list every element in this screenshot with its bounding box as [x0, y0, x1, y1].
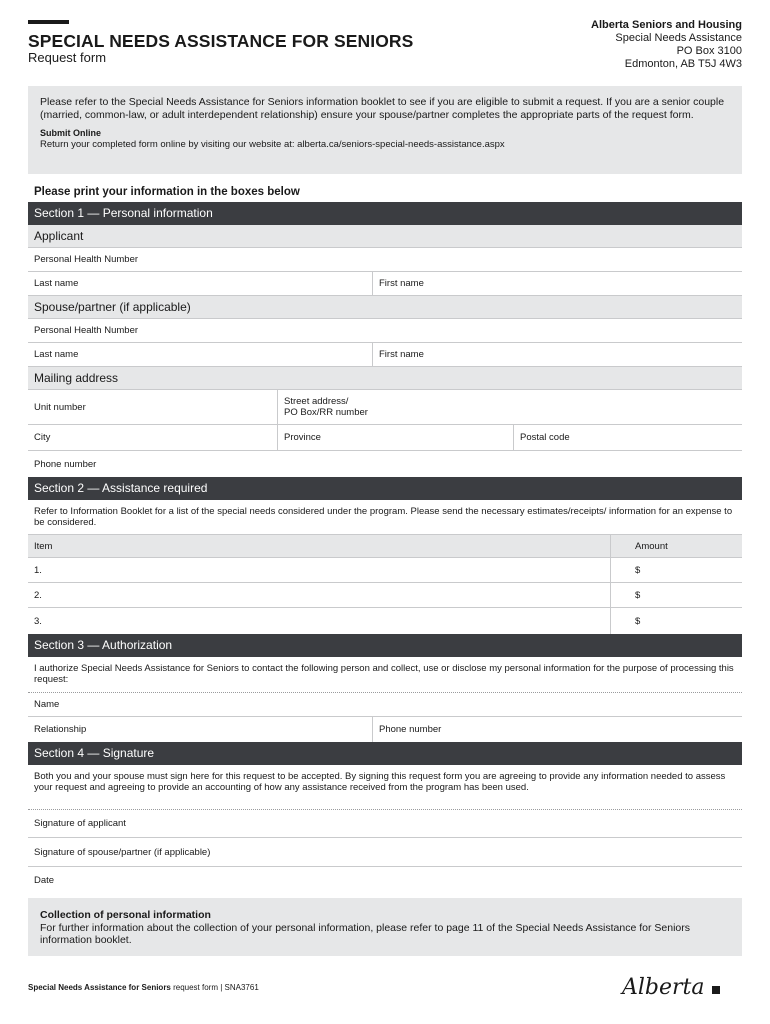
print-instruction: Please print your information in the boxes below: [34, 186, 300, 198]
footer: [28, 983, 259, 992]
section-3-header: Section 3 — Authorization: [28, 634, 742, 657]
request-form: [28, 202, 742, 893]
section-2-header: Section 2 — Assistance required: [28, 477, 742, 500]
applicant-phn-field[interactable]: Personal Health Number: [34, 254, 139, 265]
sig-spouse-row: [28, 838, 742, 867]
contact-name-field[interactable]: Name: [34, 699, 60, 710]
submit-online-heading: Submit Online: [40, 128, 102, 138]
header-rule: [28, 20, 69, 24]
address-row-2: [28, 425, 742, 451]
street-address-field[interactable]: Street address/ PO Box/RR number: [277, 390, 742, 424]
contact-name-row: [28, 693, 742, 717]
amount-column-header: Amount: [610, 535, 742, 557]
mailing-address-header: Mailing address: [28, 367, 742, 390]
spouse-phn-row: [28, 319, 742, 343]
collection-text: For further information about the collection of your personal information, please refer to page 11 of the Special Needs Assistance for Seniors information booklet.: [40, 921, 691, 946]
items-table-header: [28, 534, 742, 558]
section-2-note: Refer to Information Booklet for a list of the special needs considered under the program. Please send the necessary estimates/receipts/ information for an expense to be considered.: [34, 506, 733, 528]
address-city: Edmonton, AB T5J 4W3: [624, 58, 742, 70]
intro-text: Please refer to the Special Needs Assistance for Seniors information booklet to see if you are eligible to submit a request. If you are a senior couple (married, common-law, or adult interdependent relationship) ensure your spouse/partner completes the appropriate parts of the request form.: [40, 96, 725, 121]
applicant-name-row: [28, 272, 742, 296]
amount-3-field[interactable]: $: [610, 608, 742, 634]
spouse-first-name-field[interactable]: First name: [372, 343, 742, 366]
date-field[interactable]: Date: [34, 874, 55, 886]
form-title: SPECIAL NEEDS ASSISTANCE FOR SENIORS: [28, 31, 414, 51]
spouse-phn-field[interactable]: Personal Health Number: [34, 325, 139, 336]
mailing-address-block: [591, 19, 742, 71]
item-column-header: Item: [34, 540, 53, 552]
city-field[interactable]: City: [34, 432, 51, 443]
province-field[interactable]: Province: [277, 425, 513, 450]
item-row: [28, 558, 742, 583]
logo-wordmark: Alberta: [622, 975, 705, 1000]
address-row-1: [28, 390, 742, 425]
item-3-field[interactable]: 3.: [34, 615, 42, 627]
item-1-field[interactable]: 1.: [34, 564, 42, 576]
applicant-signature-field[interactable]: Signature of applicant: [34, 818, 126, 829]
submit-online-text[interactable]: Return your completed form online by visiting our website at: alberta.ca/seniors-special-needs-assistance.aspx: [40, 139, 505, 150]
sig-applicant-row: [28, 810, 742, 838]
unit-number-field[interactable]: Unit number: [34, 401, 86, 413]
address-dept: Special Needs Assistance: [615, 32, 742, 44]
amount-2-field[interactable]: $: [610, 583, 742, 607]
footer-form-id: request form | SNA3761: [170, 983, 259, 992]
section-4-note: Both you and your spouse must sign here for this request to be accepted. By signing this request form you are agreeing to provide any information needed to assess your request and agreeing to provide an accounting of how any assistance received from the program has been used.: [28, 765, 742, 810]
spouse-header: Spouse/partner (if applicable): [28, 296, 742, 319]
item-2-field[interactable]: 2.: [34, 589, 42, 601]
applicant-last-name-field[interactable]: Last name: [34, 278, 79, 289]
amount-1-field[interactable]: $: [610, 558, 742, 582]
intro-box: [28, 86, 742, 174]
contact-detail-row: [28, 717, 742, 742]
spouse-signature-field[interactable]: Signature of spouse/partner (if applicable): [34, 846, 211, 858]
postal-code-field[interactable]: Postal code: [513, 425, 742, 450]
form-subtitle: Request form: [28, 50, 107, 65]
applicant-header: Applicant: [28, 225, 742, 248]
footer-program: Special Needs Assistance for Seniors: [28, 983, 171, 992]
collection-heading: Collection of personal information: [40, 909, 211, 921]
address-org: Alberta Seniors and Housing: [591, 19, 742, 31]
applicant-phn-row: [28, 248, 742, 272]
phone-number-field[interactable]: Phone number: [34, 458, 97, 470]
spouse-last-name-field[interactable]: Last name: [34, 349, 79, 360]
logo-mark: [712, 986, 720, 994]
section-4-header: Section 4 — Signature: [28, 742, 742, 765]
spouse-name-row: [28, 343, 742, 367]
phone-row: [28, 451, 742, 477]
item-row: [28, 608, 742, 634]
section-3-note: I authorize Special Needs Assistance for Seniors to contact the following person and collect, use or disclose my personal information for the purpose of processing this request:: [28, 657, 742, 693]
alberta-logo-icon: [620, 972, 725, 1002]
applicant-first-name-field[interactable]: First name: [372, 272, 742, 295]
relationship-field[interactable]: Relationship: [34, 724, 87, 735]
item-row: [28, 583, 742, 608]
section-1-header: Section 1 — Personal information: [28, 202, 742, 225]
address-box: PO Box 3100: [676, 45, 742, 57]
date-row: [28, 867, 742, 893]
contact-phone-field[interactable]: Phone number: [372, 717, 742, 742]
collection-notice: [28, 898, 742, 956]
